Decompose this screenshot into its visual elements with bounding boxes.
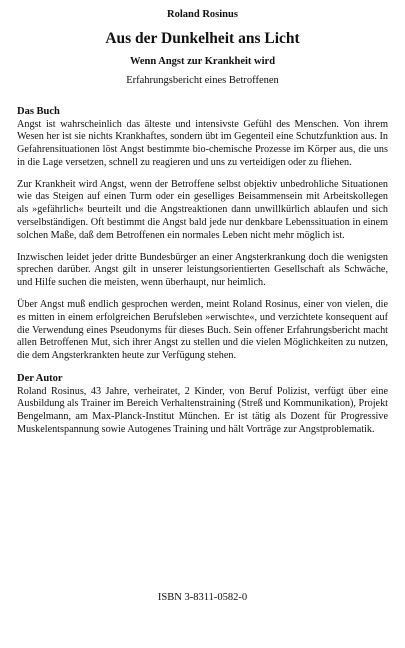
section-heading-buch: Das Buch (17, 106, 60, 117)
section-der-autor (17, 373, 388, 437)
buch-paragraph-4: Über Angst muß endlich gesprochen werden, meint Roland Rosinus, einer von vielen, die es mitten in einem erfolgreichen Berufsleben »erwischte«, und verzichtete konsequent auf die Verwendung eines Pseudonyms für dieses Buch. Sein offener Erfahrungsbericht macht allen Betroffenen Mut, sich ihrer Angst zu stellen und die vielen Möglichkeiten zu nutzen, die dem Angsterkrankten heute zur Verfügung stehen. (17, 299, 388, 362)
isbn-number: ISBN 3-8311-0582-0 (157, 592, 248, 603)
buch-paragraph-3: Inzwischen leidet jeder dritte Bundesbürger an einer Angsterkrankung doch die wenigsten sprechen darüber. Angst gilt in unserer leistungsorientierten Gesellschaft als Schwäche, und Hilfe suchen die meisten, wenn überhaupt, nur heimlich. (17, 251, 388, 289)
autor-paragraph-1: Roland Rosinus, 43 Jahre, verheiratet, 2 Kinder, von Beruf Polizist, verfügt über eine Ausbildung als Trainer im Bereich Verhaltenstraining (Streß und Kommunikation), Projekt Bengelmann, am Max-Planck-Institut München. Er ist tätig als Dozent für Progressive Muskelentspannung sowie Autogenes Training und hält Vorträge zur Angstproblematik. (17, 385, 388, 435)
section-das-buch (17, 106, 388, 363)
buch-paragraph-1: Angst ist wahrscheinlich das älteste und intensivste Gefühl des Menschen. Von ihrem Wesen her ist sie nichts Krankhaftes, sondern übt im Gegenteil eine Schutzfunktion aus. In Gefahrensituationen löst Angst bestimmte bio-chemische Prozesse im Körper aus, die uns in die Lage versetzen, schnell zu reagieren und uns zu verteidigen oder zu fliehen. (17, 118, 388, 168)
book-tagline: Erfahrungsbericht eines Betroffenen (126, 75, 279, 86)
section-heading-autor: Der Autor (17, 373, 63, 385)
author-name: Roland Rosinus (167, 9, 238, 20)
book-subtitle: Wenn Angst zur Krankheit wird (129, 56, 276, 67)
buch-paragraph-2: Zur Krankheit wird Angst, wenn der Betroffene selbst objektiv unbedrohliche Situationen wie das Steigen auf einen Turm oder ein geselliges Beisammensein mit Arbeitskollegen als »gefährlich« beurteilt und die Angstreaktionen dann unwillkürlich ablaufen und sich verselbständigen. Oft bestimmt die Angst bald jede nur denkbare Lebenssituation in einem solchen Maße, daß dem Betroffenen ein normales Leben nicht mehr möglich ist. (17, 178, 388, 241)
book-title: Aus der Dunkelheit ans Licht (105, 30, 300, 47)
